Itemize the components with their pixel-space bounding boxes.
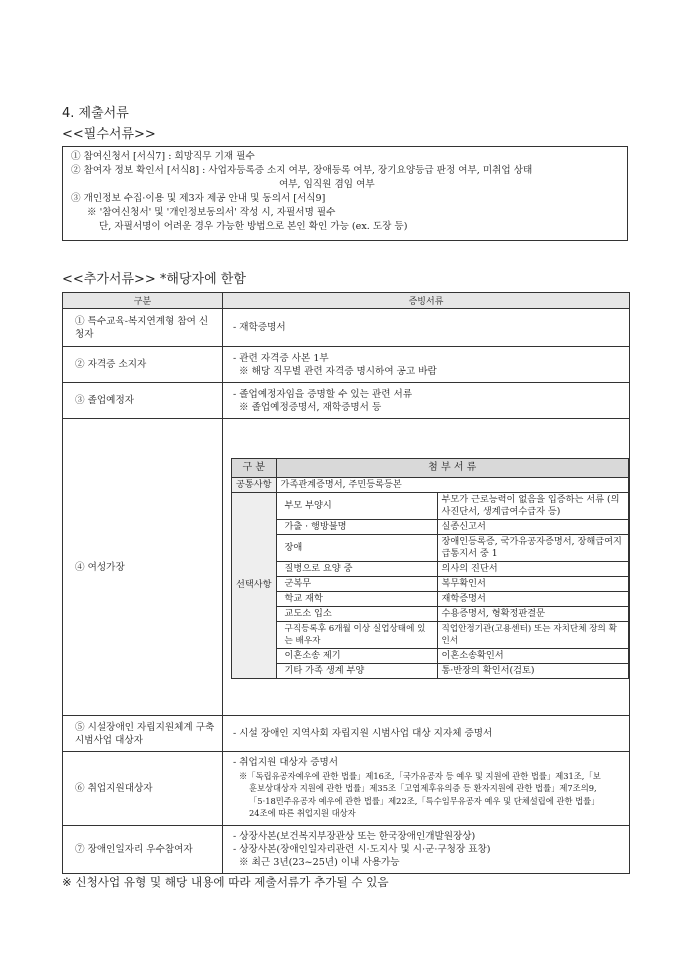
inner-header-documents: 첨 부 서 류 [276,458,628,477]
row-documents [223,419,630,716]
common-docs: 가족관계증명서, 주민등록등본 [276,477,628,492]
inner-item: 이혼소송 제기 [276,648,437,663]
row-documents: - 시설 장애인 지역사회 자립지원 시범사업 대상 지자체 증명서 [223,716,630,752]
row-documents: - 졸업예정자임을 증명할 수 있는 관련 서류 ※ 졸업예정증명서, 재학증명서 등 [223,383,630,419]
inner-row [232,534,629,561]
inner-header-category: 구 분 [232,458,277,477]
inner-row [232,663,629,678]
inner-row [232,576,629,591]
inner-header-row [232,458,629,477]
inner-item: 구직등록후 6개월 이상 실업상태에 있는 배우자 [276,621,437,648]
required-documents-box [62,146,628,241]
row-documents: - 관련 자격증 사본 1부 ※ 해당 직무별 관련 자격증 명시하여 공고 바람 [223,347,630,383]
row-category: ⑦ 장애인일자리 우수참여자 [63,826,223,874]
required-line-3: 여부, 임직원 겸임 여부 [279,179,375,190]
inner-doc: 직업안정기관(고용센터) 또는 자치단체 장의 확인서 [437,621,628,648]
footer-note: ※ 신청사업 유형 및 해당 내용에 따라 제출서류가 추가될 수 있음 [62,875,389,889]
header-category: 구분 [63,293,223,309]
inner-doc: 부모가 근로능력이 없음을 입증하는 서류 (의사진단서, 생계급여수급자 등) [437,492,628,519]
inner-doc: 의사의 진단서 [437,561,628,576]
inner-row-common [232,477,629,492]
required-note-1: ※ '참여신청서' 및 '개인정보동의서' 작성 시, 자필서명 필수 [87,207,336,218]
row-documents: - 상장사본(보건복지부장관상 또는 한국장애인개발원장상) - 상장사본(장애인일자리관련 시·도지사 및 시·군·구청장 표창) ※ 최근 3년(23~25년) 이내 사용가능 [223,826,630,874]
required-line-2: ② 참여자 정보 확인서 [서식8] : 사업자등록증 소지 여부, 장애등록 여부, 장기요양등급 판정 여부, 미취업 상태 [71,165,533,176]
row-category: ① 특수교육-복지연계형 참여 신청자 [63,309,223,347]
inner-doc: 수용증명서, 형확정판결문 [437,606,628,621]
inner-row [232,606,629,621]
required-line-4: ③ 개인정보 수집·이용 및 제3자 제공 안내 및 동의서 [서식9] [71,193,326,204]
table-row [63,716,630,752]
required-note-2: 단, 자필서명이 어려운 경우 가능한 방법으로 본인 확인 가능 (ex. 도장 등) [99,221,408,232]
inner-row [232,519,629,534]
row-category: ⑥ 취업지원대상자 [63,752,223,826]
inner-item: 학교 재학 [276,591,437,606]
inner-row [232,492,629,519]
inner-row [232,591,629,606]
table-header-row [63,293,630,309]
inner-row [232,561,629,576]
additional-heading: <<추가서류>> *해당자에 한함 [62,272,246,287]
female-head-documents-table [231,458,629,679]
header-documents: 증빙서류 [223,293,630,309]
inner-row [232,621,629,648]
table-row [63,419,630,716]
inner-item: 교도소 입소 [276,606,437,621]
inner-item: 기타 가족 생계 부양 [276,663,437,678]
row-category: ② 자격증 소지자 [63,347,223,383]
row-category: ③ 졸업예정자 [63,383,223,419]
inner-item: 가출 · 행방불명 [276,519,437,534]
inner-item: 부모 부양시 [276,492,437,519]
inner-item: 장애 [276,534,437,561]
common-label: 공통사항 [232,477,277,492]
inner-doc: 실종신고서 [437,519,628,534]
inner-item: 군복무 [276,576,437,591]
row-category: ⑤ 시설장애인 자립지원체계 구축 시범사업 대상자 [63,716,223,752]
table-row [63,826,630,874]
inner-doc: 재학증명서 [437,591,628,606]
inner-doc: 이혼소송확인서 [437,648,628,663]
required-line-1: ① 참여신청서 [서식7] : 희망직무 기재 필수 [71,151,255,162]
row-documents: - 취업지원 대상자 증명서 ※「독립유공자예우에 관한 법률」제16조,「국가유공자 등 예우 및 지원에 관한 법률」제31조,「보 훈보상대상자 지원에 관한 법률」제35조「고엽제후유의증 등 환자지원에 관한 법률」제7조의9, 「5·18민주유공자 예우에 관한 법률」제22조,「특수임무유공자 예우 및 단체설립에 관한 법률」 24조에 따른 취업지원 대상자 [223,752,630,826]
select-label: 선택사항 [232,492,277,678]
table-row [63,347,630,383]
inner-doc: 통·반장의 확인서(검토) [437,663,628,678]
table-row [63,383,630,419]
required-heading: <<필수서류>> [62,127,156,142]
inner-row [232,648,629,663]
row-category: ④ 여성가장 [63,419,223,716]
inner-item: 질병으로 요양 중 [276,561,437,576]
inner-doc: 복무확인서 [437,576,628,591]
inner-doc: 장애인등록증, 국가유공자증명서, 장해급여지급통지서 중 1 [437,534,628,561]
section-title: 4. 제출서류 [62,106,129,121]
additional-documents-table [62,292,630,874]
table-row [63,309,630,347]
table-row [63,752,630,826]
row-documents: - 재학증명서 [223,309,630,347]
